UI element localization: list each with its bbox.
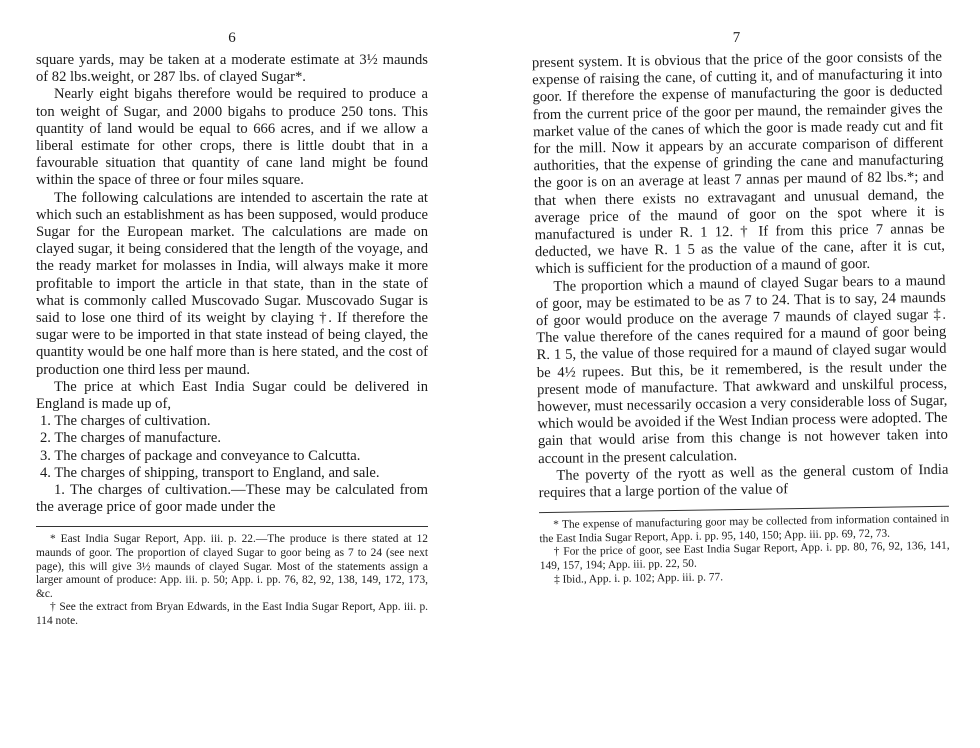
- paragraph: 1. The charges of cultivation.—These may be calculated from the average price of goor made under the: [36, 482, 428, 516]
- list-item: 1. The charges of cultivation.: [40, 413, 211, 430]
- left-page: [36, 0, 428, 745]
- paragraph: The following calculations are intended to ascertain the rate at which such an establishment as has been supposed, would produce Sugar for the European market. The calculations are made on clayed sugar, it being considered that the length of the voyage, and the ready market for molasses in India, will always make it more profitable to import the article in that state, than in the state of what is commonly called Muscovado Sugar. Muscovado Sugar is said to lose one third of its weight by claying †. If therefore the sugar were to be imported in that state instead of being clayed, the quantity would be one half more than is here stated, and the cost of production one third less per maund.: [36, 189, 428, 378]
- list-item: 3. The charges of package and conveyance to Calcutta.: [40, 447, 361, 464]
- footnote: † See the extract from Bryan Edwards, in the East India Sugar Report, App. iii. p. 114 note.: [36, 601, 428, 628]
- list-item: 4. The charges of shipping, transport to England, and sale.: [40, 464, 380, 481]
- footnote: * The expense of manufacturing goor may be collected from information contained in the East India Sugar Report, App. i. pp. 95, 140, 150; App. iii. pp. 69, 72, 73.: [539, 512, 950, 546]
- page-number: 7: [732, 29, 741, 47]
- body-text: [532, 49, 949, 503]
- footnote-divider: [539, 506, 949, 513]
- footnotes: [36, 533, 428, 628]
- paragraph: square yards, may be taken at a moderate estimate at 3½ maunds of 82 lbs.weight, or 287 lbs. of clayed Sugar*.: [36, 52, 428, 86]
- paragraph: present system. It is obvious that the price of the goor consists of the expense of raising the cane, of cutting it, and of manufacturing it into goor. If therefore the expense of manufacturing the goor is deducted from the current price of the goor per maund, the remainder gives the market value of the canes of which the goor is made ready cut and fit for the mill. Now it appears by an accurate comparison of different authorities, that the expense of grinding the cane and manufacturing the goor is on an average at least 7 annas per maund of 82 lbs.*; and that when there exists no extravagant and unusual demand, the average price of the maund of goor on the spot where it is manufactured is under R. 1 12. † If from this price 7 annas be deducted, we have R. 1 5 as the value of the cane, after it is cut, which is sufficient for the production of a maund of goor.: [531, 48, 946, 278]
- page-number: 6: [228, 30, 236, 46]
- paragraph: The proportion which a maund of clayed Sugar bears to a maund of goor, may be estimated to be as 7 to 24. That is to say, 24 maunds of goor would produce on the average 7 maunds of clayed sugar ‡. The value therefore of the canes required for a maund of goor being R. 1 5, the value of those required for a maund of clayed sugar would be 4½ rupees. But this, be it remembered, is the result under the present mode of manufacture. That awkward and unskilful process, however, must necessarily occasion a very considerable loss of Sugar, which would be avoided if the West Indian process were adopted. The gain that would arise from this change is not however taken into account in the present calculation.: [535, 272, 948, 467]
- paragraph: The poverty of the ryott as well as the general custom of India requires that a large portion of the value of: [538, 461, 949, 502]
- list-item: 2. The charges of manufacture.: [40, 430, 221, 447]
- paragraph: Nearly eight bigahs therefore would be required to produce a ton weight of Sugar, and 2000 bigahs to produce 250 tons. This quantity of land would be equal to 666 acres, and if we allow a liberal estimate for other crops, there is little doubt that in a favourable situation that quantity of cane land might be found within the space of three or four miles square.: [36, 86, 428, 189]
- footnotes: [539, 513, 950, 587]
- footnote: * East India Sugar Report, App. iii. p. 22.—The produce is there stated at 12 maunds of goor. The proportion of clayed Sugar to goor being as 7 to 24 (see next page), this will give 3½ maunds of clayed Sugar. Most of the statements assign a larger amount of produce: App. iii. p. 50; App. i. pp. 76, 82, 92, 138, 149, 172, 173, &c.: [36, 533, 428, 600]
- footnote: ‡ Ibid., App. i. p. 102; App. iii. p. 77.: [553, 570, 724, 586]
- paragraph: The price at which East India Sugar could be delivered in England is made up of,: [36, 378, 428, 413]
- footnote: † For the price of goor, see East India Sugar Report, App. i. pp. 80, 76, 92, 136, 141, 149, 157, 194; App. iii. pp. 22, 50.: [539, 540, 950, 573]
- right-page: [531, 0, 953, 748]
- body-text: [36, 52, 428, 516]
- footnote-divider: [36, 526, 428, 527]
